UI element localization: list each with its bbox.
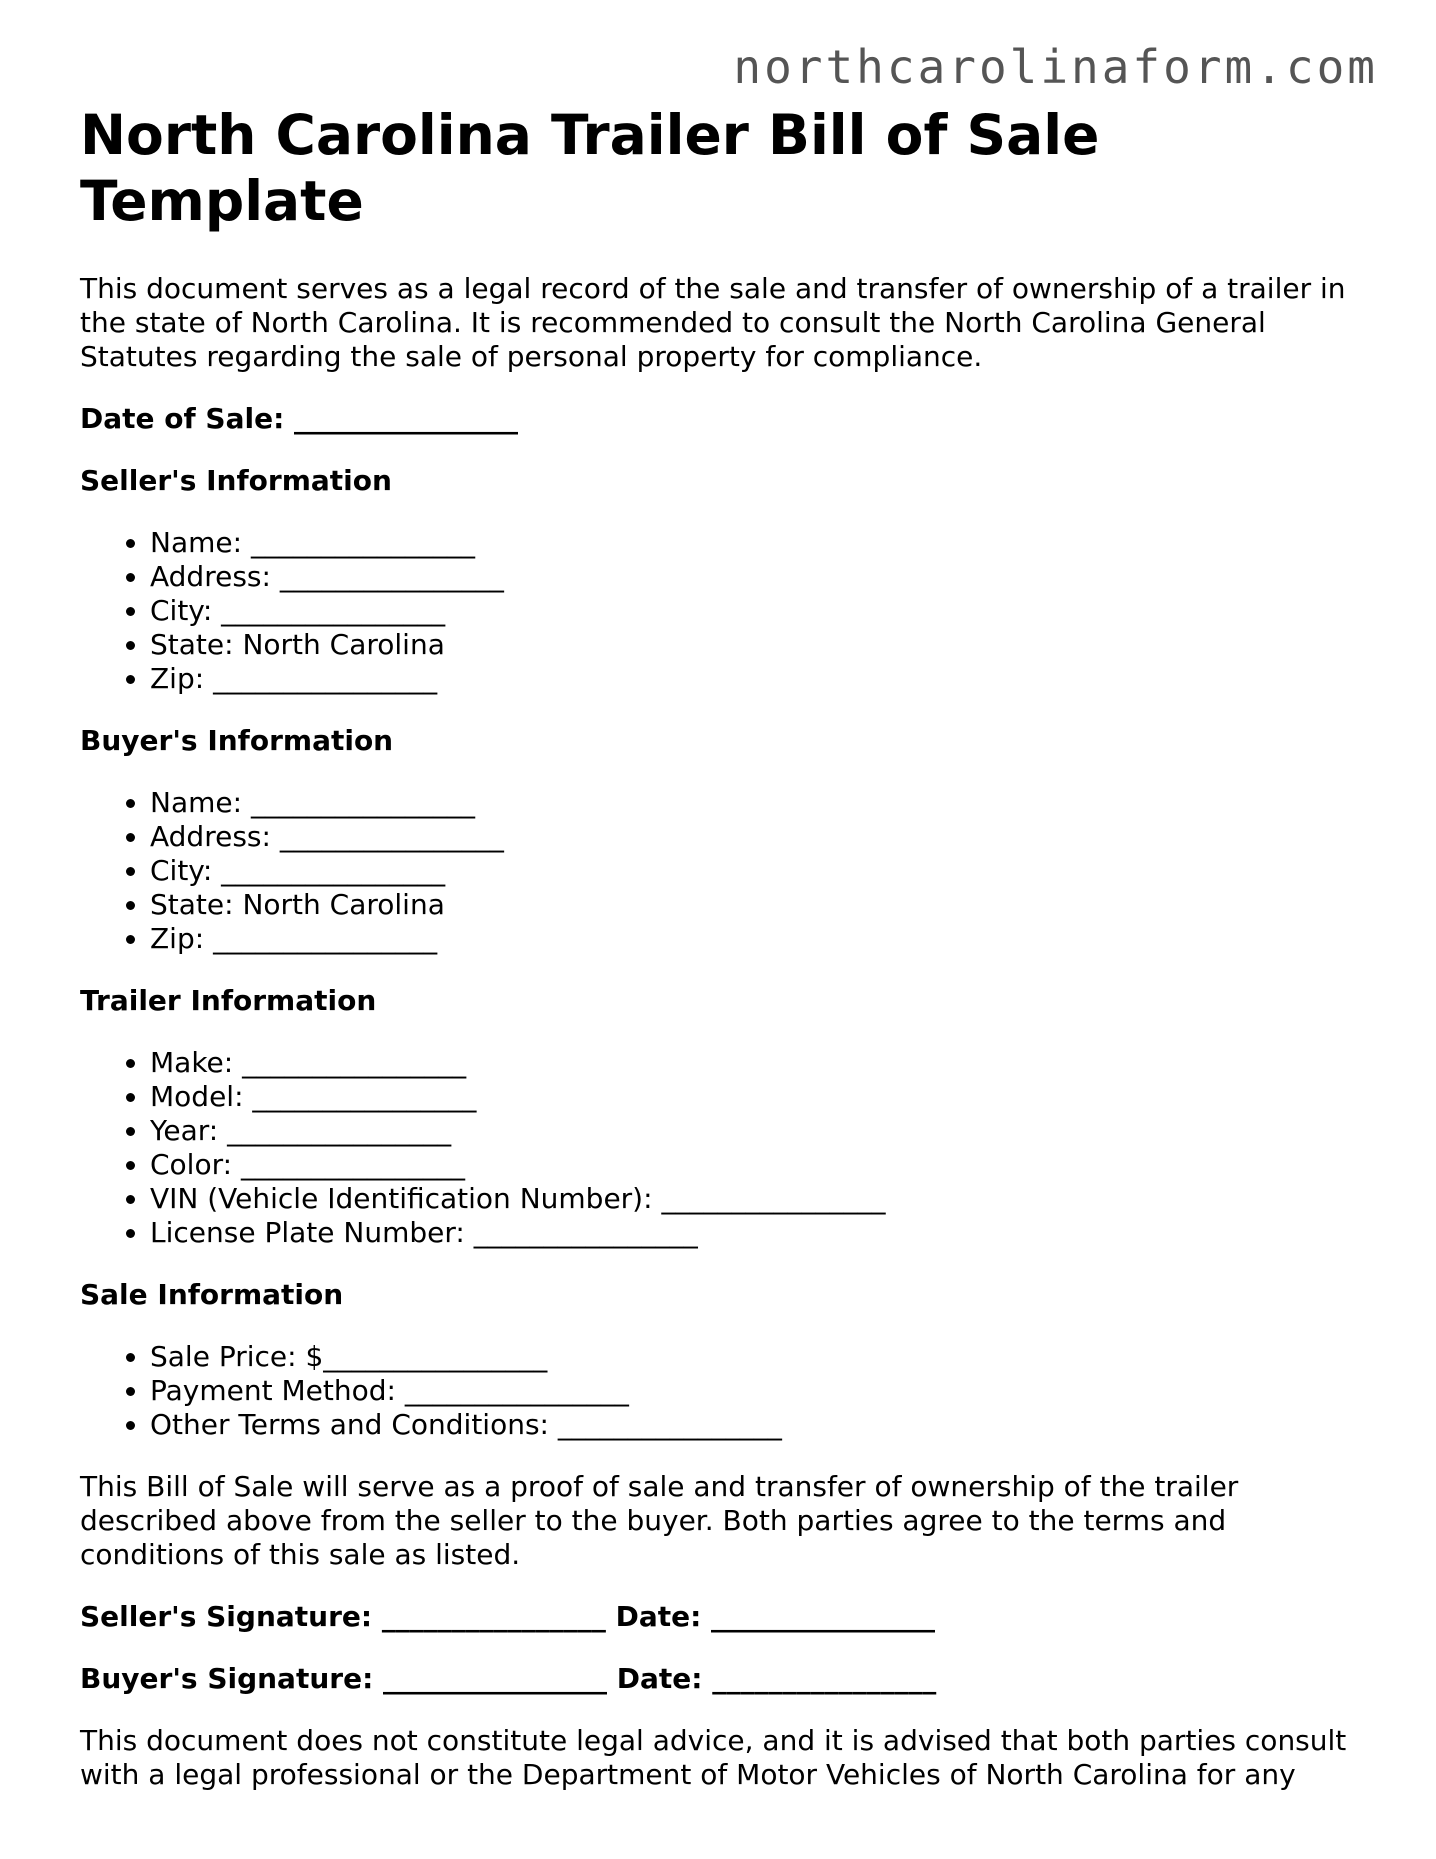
site-watermark: northcarolinaform.com [733, 40, 1378, 94]
trailer-make-field: • Make: ________________ [150, 1046, 1370, 1080]
trailer-plate-field: • License Plate Number: ________________ [150, 1216, 1370, 1250]
intro-paragraph: This document serves as a legal record of the sale and transfer of ownership of a trailer in the state of North Carolina. It is recommended to consult the North Carolina General Statutes regarding the sale of personal property for compliance. [80, 272, 1346, 373]
trailer-model-field: • Model: ________________ [150, 1080, 1370, 1114]
seller-zip-field: • Zip: ________________ [150, 662, 1370, 696]
buyer-section-heading: Buyer's Information [80, 724, 394, 757]
seller-city-field: • City: ________________ [150, 594, 1370, 628]
trailer-section-heading: Trailer Information [80, 984, 377, 1017]
seller-state-field: • State: North Carolina [150, 628, 1370, 662]
buyer-address-field: • Address: ________________ [150, 820, 1370, 854]
seller-name-field: • Name: ________________ [150, 526, 1370, 560]
seller-signature-line: Seller's Signature: ________________ Date: ________________ [80, 1600, 936, 1633]
disclaimer-paragraph: This document does not constitute legal advice, and it is advised that both parties consult with a legal professional or the Department of Motor Vehicles of North Carolina for any [80, 1724, 1347, 1791]
sale-price-field: • Sale Price: $________________ [150, 1340, 1370, 1374]
buyer-city-field: • City: ________________ [150, 854, 1370, 888]
buyer-signature-line: Buyer's Signature: ________________ Date: ________________ [80, 1662, 937, 1695]
date-of-sale-field: Date of Sale: ________________ [80, 402, 519, 435]
seller-section-heading: Seller's Information [80, 464, 392, 497]
trailer-vin-field: • VIN (Vehicle Identification Number): ________________ [150, 1182, 1370, 1216]
buyer-info-list [80, 786, 1370, 956]
other-terms-field: • Other Terms and Conditions: ________________ [150, 1408, 1370, 1442]
trailer-info-list [80, 1046, 1370, 1250]
document-page [80, 102, 1370, 1792]
trailer-color-field: • Color: ________________ [150, 1148, 1370, 1182]
trailer-year-field: • Year: ________________ [150, 1114, 1370, 1148]
sale-info-list [80, 1340, 1370, 1442]
sale-section-heading: Sale Information [80, 1278, 344, 1311]
seller-info-list [80, 526, 1370, 696]
buyer-name-field: • Name: ________________ [150, 786, 1370, 820]
seller-address-field: • Address: ________________ [150, 560, 1370, 594]
buyer-state-field: • State: North Carolina [150, 888, 1370, 922]
closing-paragraph: This Bill of Sale will serve as a proof of sale and transfer of ownership of the trailer described above from the seller to the buyer. Both parties agree to the terms and conditions of this sale as listed. [80, 1470, 1239, 1571]
page-title: North Carolina Trailer Bill of Sale Template [80, 103, 1100, 233]
payment-method-field: • Payment Method: ________________ [150, 1374, 1370, 1408]
buyer-zip-field: • Zip: ________________ [150, 922, 1370, 956]
